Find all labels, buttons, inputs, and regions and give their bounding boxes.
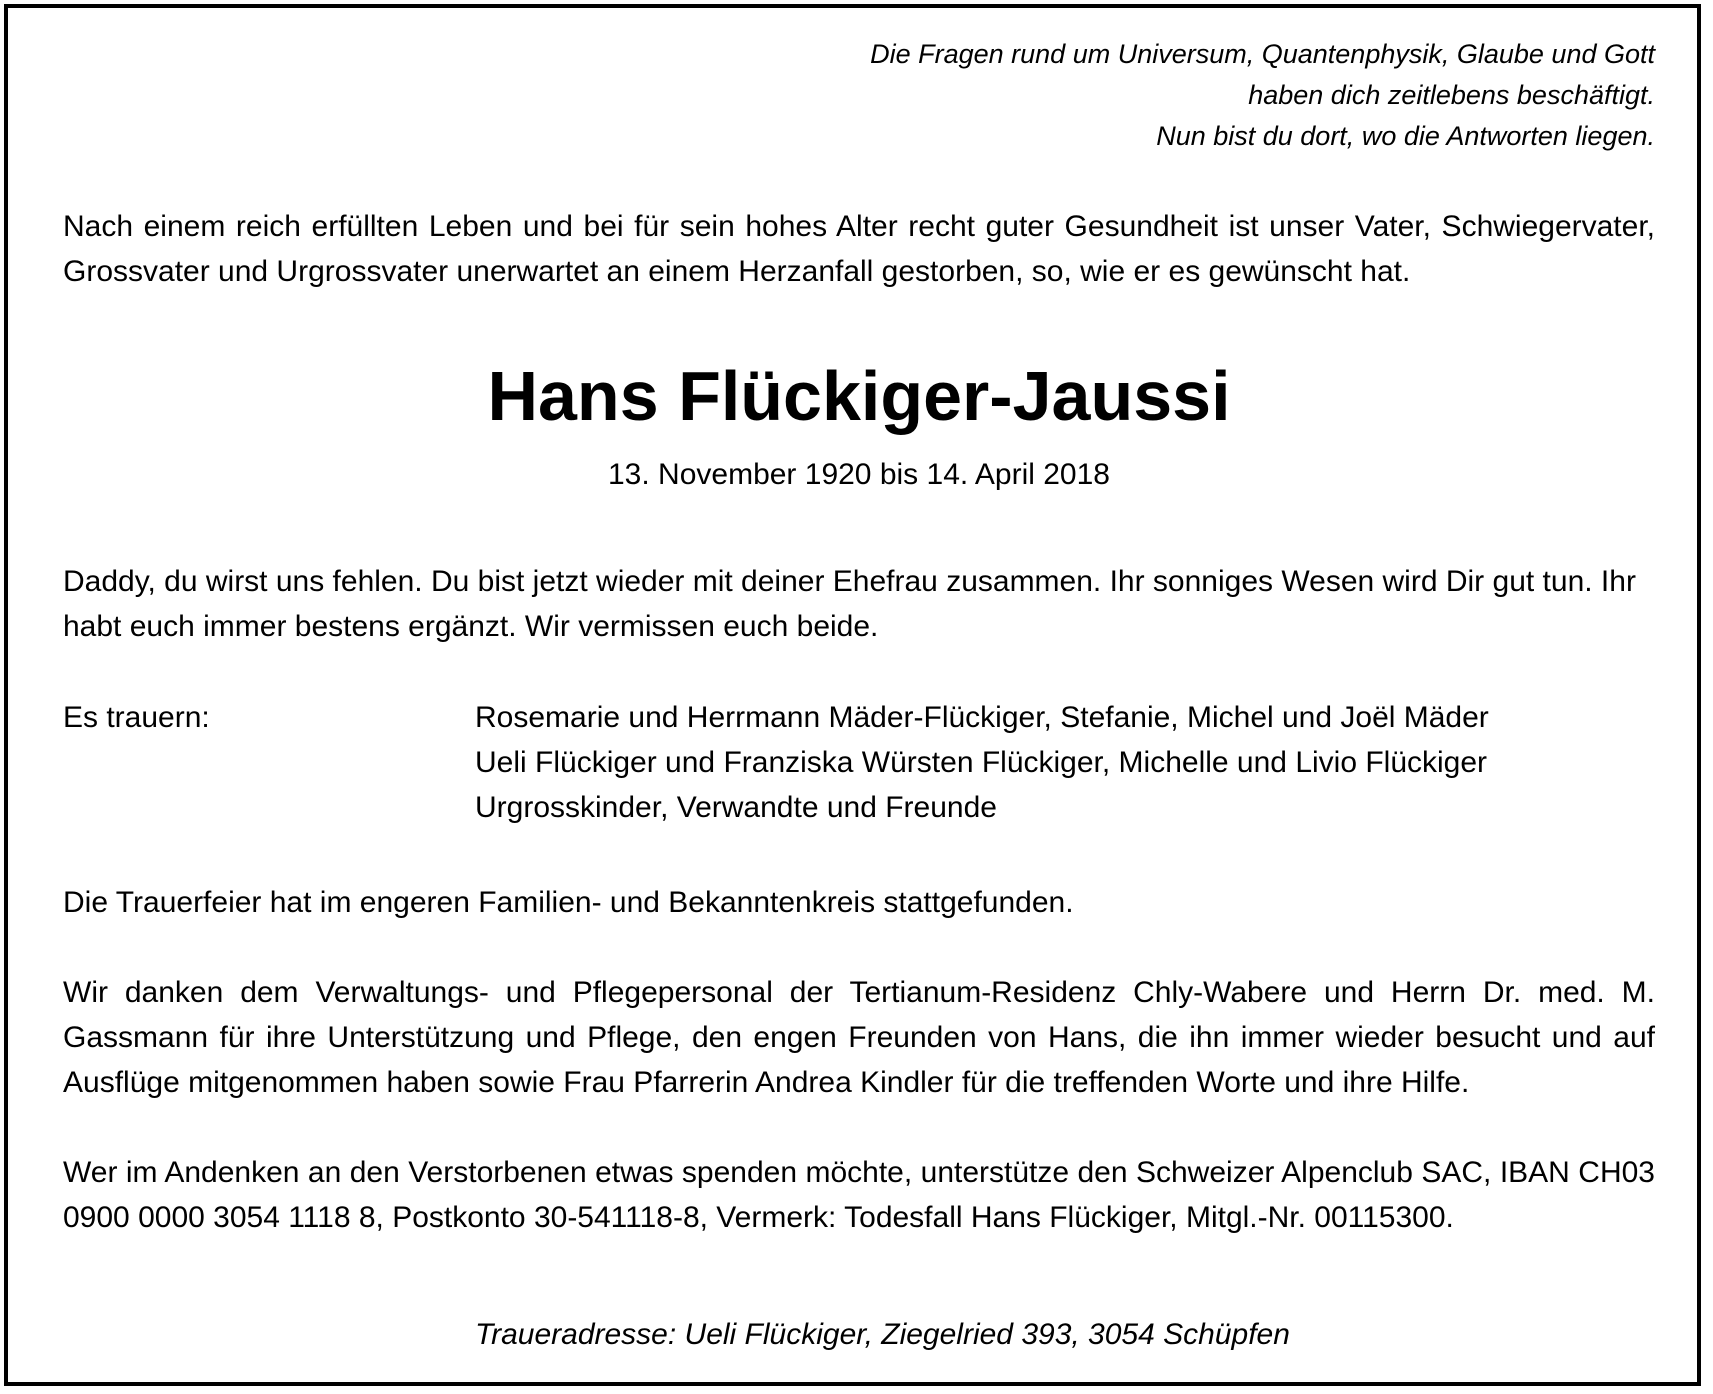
mourners-list [475, 695, 1655, 830]
motto-line: Die Fragen rund um Universum, Quantenphysik, Glaube und Gott [870, 39, 1655, 69]
mourner-line: Rosemarie und Herrmann Mäder-Flückiger, Stefanie, Michel und Joël Mäder [475, 701, 1489, 734]
donation-paragraph: Wer im Andenken an den Verstorbenen etwas spenden möchte, unterstütze den Schweizer Alpenclub SAC, IBAN CH03 0900 0000 3054 1118 8, Postkonto 30-541118-8, Vermerk: Todesfall Hans Flückiger, Mitgl.-Nr. 00115300. [63, 1156, 1655, 1234]
motto-line: haben dich zeitlebens beschäftigt. [1248, 80, 1655, 110]
deceased-name: Hans Flückiger-Jaussi [487, 357, 1231, 435]
mourners-label: Es trauern: [63, 701, 210, 734]
farewell-message: Daddy, du wirst uns fehlen. Du bist jetzt wieder mit deiner Ehefrau zusammen. Ihr sonniges Wesen wird Dir gut tun. Ihr habt euch immer bestens ergänzt. Wir vermissen euch beide. [63, 565, 1636, 643]
motto-quote [655, 34, 1655, 157]
mourning-address: Traueradresse: Ueli Flückiger, Ziegelried 393, 3054 Schüpfen [475, 1318, 1290, 1351]
life-dates: 13. November 1920 bis 14. April 2018 [608, 458, 1110, 491]
motto-line: Nun bist du dort, wo die Antworten liegen. [1156, 121, 1655, 151]
intro-paragraph: Nach einem reich erfüllten Leben und bei für sein hohes Alter recht guter Gesundheit ist unser Vater, Schwiegervater, Grossvater und Urgrossvater unerwartet an einem Herzanfall gestorben, so, wie er es gewünscht hat. [63, 210, 1655, 288]
thanks-paragraph: Wir danken dem Verwaltungs- und Pflegepersonal der Tertianum-Residenz Chly-Wabere und Herrn Dr. med. M. Gassmann für ihre Unterstützung und Pflege, den engen Freunden von Hans, die ihn immer wieder besucht und auf Ausflüge mitgenommen haben sowie Frau Pfarrerin Andrea Kindler für die treffenden Worte und ihre Hilfe. [63, 976, 1655, 1099]
mourner-line: Urgrosskinder, Verwandte und Freunde [475, 791, 997, 824]
mourner-line: Ueli Flückiger und Franziska Würsten Flückiger, Michelle und Livio Flückiger [475, 746, 1488, 779]
ceremony-note: Die Trauerfeier hat im engeren Familien- und Bekanntenkreis stattgefunden. [63, 886, 1074, 919]
